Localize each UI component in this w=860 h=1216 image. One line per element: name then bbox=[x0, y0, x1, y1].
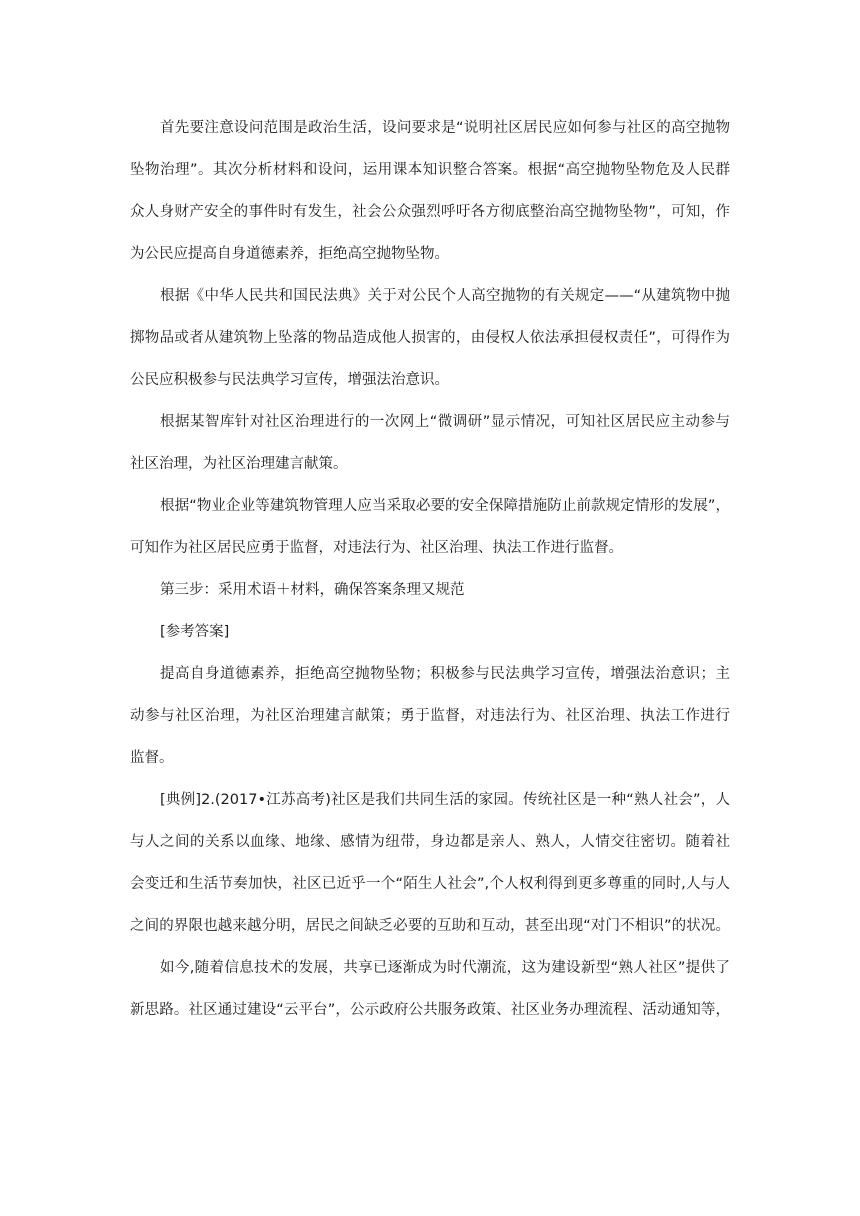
paragraph-4-line-1: 根据“物业企业等建筑物管理人应当采取必要的安全保障措施防止前款规定情形的发展”， bbox=[160, 498, 730, 514]
paragraph-2-line-1: 根据《中华人民共和国民法典》关于对公民个人高空抛物的有关规定——“从建筑物中抛 bbox=[160, 288, 730, 304]
paragraph-6-line-2: 新思路。社区通过建设“云平台”，公示政府公共服务政策、社区业务办理流程、活动通知等， bbox=[130, 1002, 730, 1018]
example-line-3: 会变迁和生活节奏加快，社区已近乎一个“陌生人社会”,个人权利得到更多尊重的同时,人与人 bbox=[130, 876, 730, 892]
paragraph-2-line-2: 掷物品或者从建筑物上坠落的物品造成他人损害的，由侵权人依法承担侵权责任”，可得作为 bbox=[130, 330, 730, 346]
paragraph-1-line-1: 首先要注意设问范围是政治生活，设问要求是“说明社区居民应如何参与社区的高空抛物 bbox=[160, 120, 730, 136]
paragraph-3-line-1: 根据某智库针对社区治理进行的一次网上“微调研”显示情况，可知社区居民应主动参与 bbox=[160, 414, 730, 430]
answer-line-2: 动参与社区治理，为社区治理建言献策；勇于监督，对违法行为、社区治理、执法工作进行 bbox=[130, 708, 730, 724]
paragraph-1-line-3: 众人身财产安全的事件时有发生，社会公众强烈呼吁各方彻底整治高空抛物坠物”，可知，作 bbox=[130, 204, 730, 220]
paragraph-6-line-1: 如今,随着信息技术的发展，共享已逐渐成为时代潮流，这为建设新型“熟人社区”提供了 bbox=[160, 960, 730, 976]
paragraph-4-line-2: 可知作为社区居民应勇于监督，对违法行为、社区治理、执法工作进行监督。 bbox=[130, 540, 623, 556]
example-line-1: [典例]2.(2017•江苏高考)社区是我们共同生活的家园。传统社区是一种“熟人社会”，人 bbox=[160, 792, 730, 808]
paragraph-2-line-3: 公民应积极参与民法典学习宣传，增强法治意识。 bbox=[130, 372, 449, 388]
paragraph-1-line-4: 为公民应提高自身道德素养，拒绝高空抛物坠物。 bbox=[130, 246, 449, 262]
answer-line-1: 提高自身道德素养，拒绝高空抛物坠物；积极参与民法典学习宣传，增强法治意识；主 bbox=[160, 666, 730, 682]
step-three-heading: 第三步：采用术语＋材料，确保答案条理又规范 bbox=[160, 582, 465, 598]
example-line-4: 之间的界限也越来越分明，居民之间缺乏必要的互助和互动，甚至出现“对门不相识”的状况。 bbox=[130, 918, 730, 934]
paragraph-3-line-2: 社区治理，为社区治理建言献策。 bbox=[130, 456, 348, 472]
answer-line-3: 监督。 bbox=[130, 750, 174, 766]
reference-answer-label: [参考答案] bbox=[160, 624, 230, 640]
example-line-2: 与人之间的关系以血缘、地缘、感情为纽带，身边都是亲人、熟人，人情交往密切。随着社 bbox=[130, 834, 730, 850]
paragraph-1-line-2: 坠物治理”。其次分析材料和设问，运用课本知识整合答案。根据“高空抛物坠物危及人民群 bbox=[130, 162, 730, 178]
